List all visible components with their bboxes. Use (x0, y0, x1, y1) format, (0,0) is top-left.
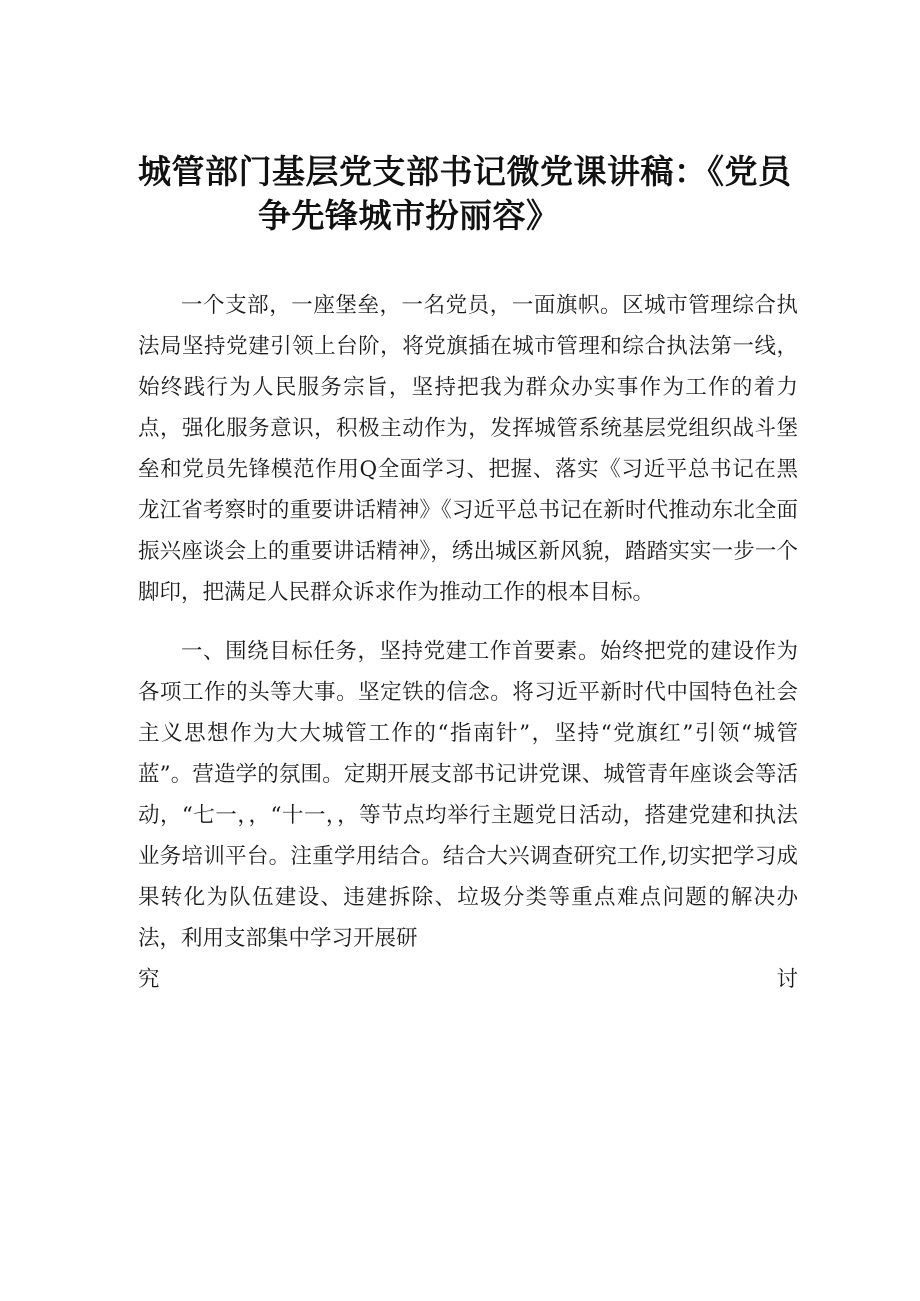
paragraph-section-1: 一、围绕目标任务，坚持党建工作首要素。始终把党的建设作为各项工作的头等大事。坚定铁的信念。将习近平新时代中国特色社会主义思想作为大大城管工作的“指南针”，坚持“党旗红”引领“城管蓝”。营造学的氛围。定期开展支部书记讲党课、城管青年座谈会等活动，“七一，，“十一，，等节点均举行主题党日活动，搭建党建和执法业务培训平台。注重学用结合。结合大兴调查研究工作,切实把学习成果转化为队伍建设、违建拆除、垃圾分类等重点难点问题的解决办法，利用支部集中学习开展研 (138, 639, 798, 951)
trailing-char-left: 究 (138, 967, 160, 992)
paragraph-intro: 一个支部，一座堡垒，一名党员，一面旗帜。区城市管理综合执法局坚持党建引领上台阶，将党旗插在城市管理和综合执法第一线，始终践行为人民服务宗旨，坚持把我为群众办实事作为工作的着力点，强化服务意识，积极主动作为，发挥城管系统基层党组织战斗堡垒和党员先锋模范作用Q全面学习、把握、落实《习近平总书记在黑龙江省考察时的重要讲话精神》《习近平总书记在新时代推动东北全面振兴座谈会上的重要讲话精神》，绣出城区新风貌，踏踏实实一步一个脚印，把满足人民群众诉求作为推动工作的根本目标。 (138, 293, 798, 605)
document-body (138, 285, 798, 1000)
page-title (138, 150, 818, 238)
title-line-1: 城管部门基层党支部书记微党课讲稿：《党员 (138, 152, 792, 192)
trailing-char-right: 讨 (776, 967, 798, 992)
title-line-2: 争先锋城市扮丽容》 (258, 196, 560, 236)
trailing-line (138, 959, 798, 1000)
